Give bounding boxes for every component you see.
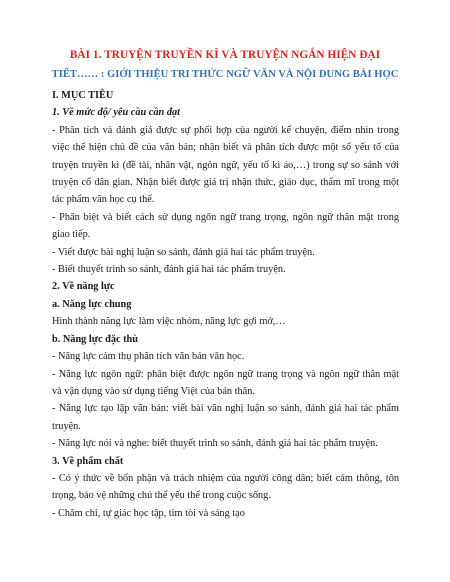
text-line: trọng, bảo vệ những chủ thể yếu thế trong cuộc sống. <box>52 490 271 502</box>
text-line: - Năng lực tạo lập văn bản: viết bài văn nghị luận so sánh, đánh giá hai tác phẩm <box>52 403 399 415</box>
text-line: Hình thành năng lực làm việc nhóm, năng lực gợi mở,… <box>52 316 286 328</box>
text-line: - Có ý thức về bổn phận và trách nhiệm của người công dân; biết cảm thông, tôn <box>52 472 399 484</box>
text-line: - Chăm chỉ, tự giác học tập, tìm tòi và sáng tạo <box>52 507 245 519</box>
text-line: - Năng lực nói và nghe: biết thuyết trình so sánh, đánh giá hai tác phẩm truyện. <box>52 438 378 450</box>
heading-specific-competence: b. Năng lực đặc thù <box>52 333 138 345</box>
lesson-title: BÀI 1. TRUYỆN TRUYỀN KÌ VÀ TRUYỆN NGẮN HIỆN ĐẠI <box>69 49 381 61</box>
text-line: truyện cổ dân gian. Nhận biết được giá trị nhận thức, giáo dục, thẩm mĩ trong một <box>52 177 399 189</box>
document-body <box>52 87 399 522</box>
text-line: - Phân tích và đánh giá được sự phối hợp của người kể chuyện, điểm nhìn trong <box>52 124 399 136</box>
lesson-subtitle: TIẾT…… : GIỚI THIỆU TRI THỨC NGỮ VĂN VÀ NỘI DUNG BÀI HỌC <box>51 69 399 80</box>
heading-general-competence: a. Năng lực chung <box>52 298 132 310</box>
text-line: truyện. <box>52 420 81 432</box>
text-line: việc thể hiện chủ đề của văn bản; nhận biết và phân tích được một số yếu tố của <box>52 142 399 154</box>
heading-competence: 2. Về năng lực <box>52 281 115 293</box>
section-heading-objectives: I. MỤC TIÊU <box>52 90 114 101</box>
text-line: - Năng lực cảm thụ phân tích văn bản văn học. <box>52 351 245 363</box>
text-line: - Biết thuyết trình so sánh, đánh giá hai tác phẩm truyện. <box>52 264 286 276</box>
text-line: và vận dụng vào sử dụng tiếng Việt của bản thân. <box>52 385 255 397</box>
text-line: - Phân biệt và biết cách sử dụng ngôn ngữ trang trọng, ngôn ngữ thân mật trong <box>52 211 399 223</box>
heading-qualities: 3. Về phẩm chất <box>52 455 124 467</box>
text-line: tác phẩm văn học cụ thể. <box>52 194 155 206</box>
text-line: - Viết được bài nghị luận so sánh, đánh giá hai tác phẩm truyện. <box>52 246 315 258</box>
text-line: - Năng lực ngôn ngữ: phân biệt được ngôn ngữ trang trọng và ngôn ngữ thân mật <box>52 368 399 380</box>
heading-requirements: 1. Về mức độ/ yêu cầu cần đạt <box>52 107 181 119</box>
text-line: giao tiếp. <box>52 229 91 241</box>
text-line: truyện truyền kì (đề tài, nhân vật, ngôn ngữ, yếu tố kì ảo,…) trong sự so sánh với <box>52 159 399 171</box>
